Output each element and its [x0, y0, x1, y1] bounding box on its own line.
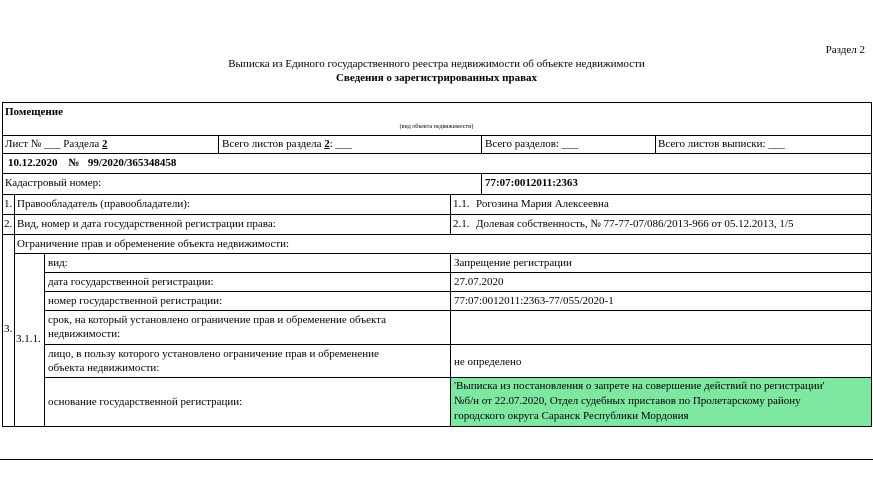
total-section-sheets-value: 2 — [324, 138, 330, 150]
row-3-label: Ограничение прав и обременение объекта недвижимости: — [17, 238, 290, 250]
object-type: Помещение — [5, 106, 63, 118]
record-number-label: № — [68, 157, 80, 169]
row-1-number: 1. — [4, 198, 13, 210]
object-type-caption: (вид объекта недвижимости) — [399, 124, 474, 130]
row-1-label: Правообладатель (правообладатели): — [17, 198, 191, 210]
sheet-info-list — [5, 138, 108, 151]
total-sections: Всего разделов: ___ — [485, 138, 579, 150]
bottom-divider — [0, 459, 873, 460]
basis-label: основание государственной регистрации: — [48, 396, 243, 408]
record-info — [8, 157, 176, 170]
person-value: не определено — [454, 356, 522, 368]
sheet-info-total-section — [222, 138, 352, 151]
row-3-sub: 3.1.1. — [16, 333, 41, 345]
person-label-line-2: объекта недвижимости: — [48, 362, 160, 374]
basis-value-line-3: городского округа Саранск Республики Мордовия — [454, 410, 689, 422]
record-date: 10.12.2020 — [8, 157, 58, 169]
section-number-label: Раздела — [63, 138, 100, 150]
cadastral-label: Кадастровый номер: — [5, 177, 102, 189]
record-number: 99/2020/365348458 — [87, 157, 177, 169]
kind-value: Запрещение регистрации — [454, 257, 572, 269]
row-2-number: 2. — [4, 218, 13, 230]
basis-value-line-2: №б/н от 22.07.2020, Отдел судебных приставов по Пролетарскому району — [454, 395, 801, 407]
regnum-value: 77:07:0012011:2363-77/055/2020-1 — [454, 295, 614, 307]
document-subtitle: Сведения о зарегистрированных правах — [335, 72, 538, 84]
row-1-sub: 1.1. — [453, 198, 470, 210]
row-2-label: Вид, номер и дата государственной регистрации права: — [17, 218, 276, 230]
regnum-label: номер государственной регистрации: — [48, 295, 223, 307]
basis-value-line-1: 'Выписка из постановления о запрете на совершение действий по регистрации' — [454, 380, 825, 392]
person-label-line-1: лицо, в пользу которого установлено ограничение прав и обременение — [48, 348, 379, 360]
list-value: ___ — [44, 138, 61, 150]
term-label-line-2: недвижимости: — [48, 328, 121, 340]
total-sheets: Всего листов выписки: ___ — [658, 138, 785, 150]
row-2-value: Долевая собственность, № 77-77-07/086/2013-966 от 05.12.2013, 1/5 — [476, 218, 794, 230]
kind-label: вид: — [48, 257, 68, 269]
date-label: дата государственной регистрации: — [48, 276, 214, 288]
row-1-value: Рогозина Мария Алексеевна — [476, 198, 609, 210]
cadastral-value: 77:07:0012011:2363 — [485, 177, 578, 189]
section-label: Раздел 2 — [825, 44, 865, 56]
date-value: 27.07.2020 — [454, 276, 504, 288]
list-label: Лист № — [5, 138, 42, 150]
row-2-sub: 2.1. — [453, 218, 470, 230]
total-section-sheets-label: Всего листов раздела — [222, 138, 322, 150]
document-title: Выписка из Единого государственного реестра недвижимости об объекте недвижимости — [228, 58, 645, 70]
term-label-line-1: срок, на который установлено ограничение прав и обременение объекта — [48, 314, 386, 326]
total-section-sheets-suffix: : ___ — [329, 138, 353, 150]
row-3-number: 3. — [4, 323, 13, 335]
section-number-value: 2 — [102, 138, 108, 150]
